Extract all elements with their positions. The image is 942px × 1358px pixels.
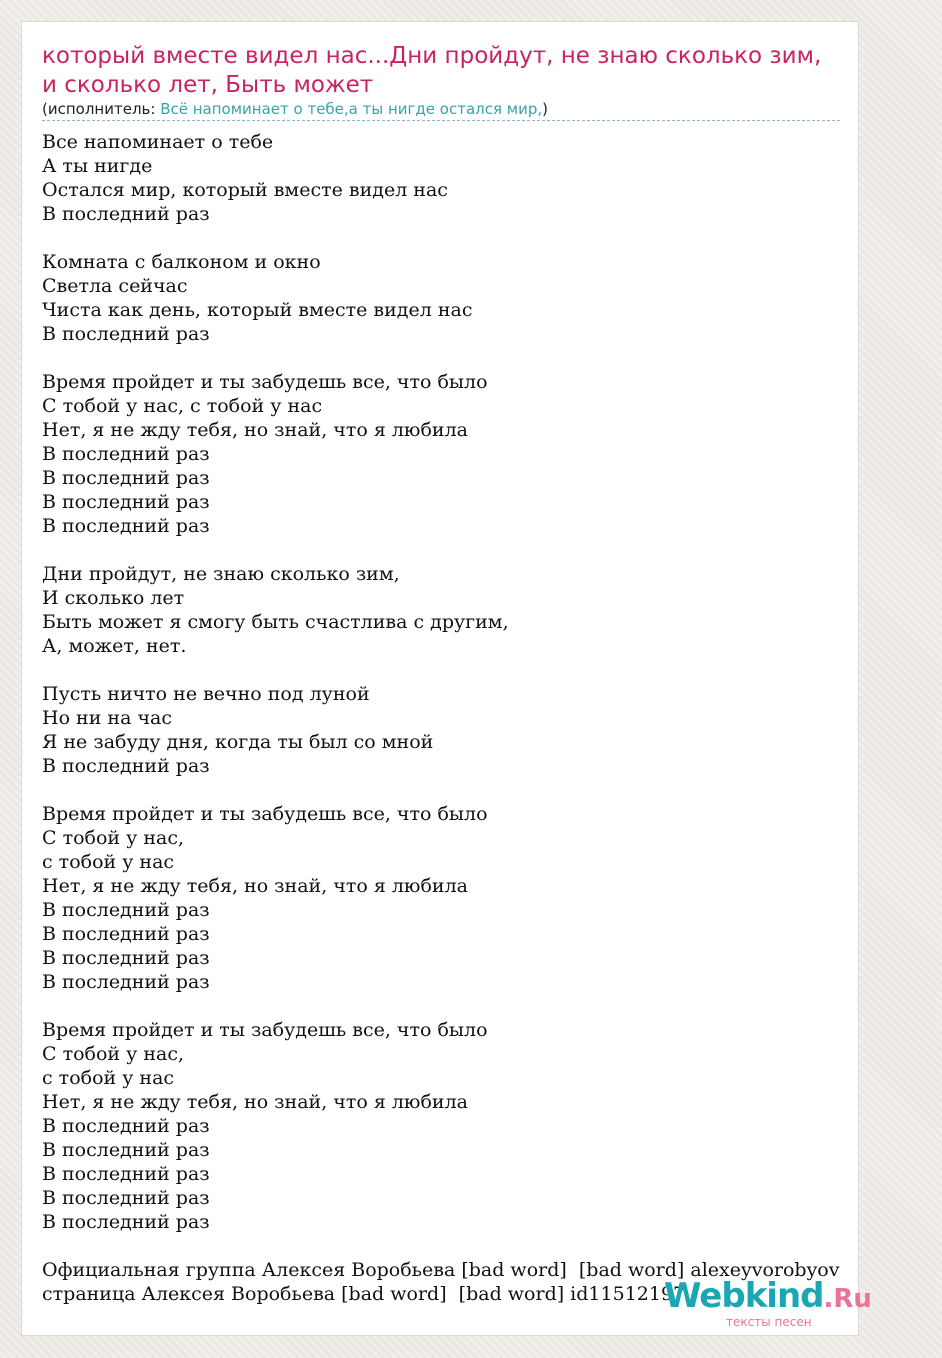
song-title: который вместе видел нас...Дни пройдут, не знаю сколько зим, и сколько лет, Быть может [42,43,822,98]
logo-brand: Webkind [664,1276,824,1316]
performer-line [42,100,840,121]
lyrics-text: Все напоминает о тебе А ты нигде Остался мир, который вместе видел нас В последний раз Комната с балконом и окно Светла сейчас Чиста как день, который вместе видел нас В последний раз Время пройдет и ты забудешь все, что было С тобой у нас, с тобой у нас Нет, я не жду тебя, но знай, что я любила В последний раз В последний раз В последний раз В последний раз Дни пройдут, не знаю сколько зим, И сколько лет Быть может я смогу быть счастлива с другим, А, может, нет. Пусть ничто не вечно под луной Но ни на час Я не забуду дня, когда ты был со мной В последний раз Время пройдет и ты забудешь все, что было С тобой у нас, с тобой у нас Нет, я не жду тебя, но знай, что я любила В последний раз В последний раз В последний раз В последний раз Время пройдет и ты забудешь все, что было С тобой у нас, с тобой у нас Нет, я не жду тебя, но знай, что я любила В последний раз В последний раз В последний раз В последний раз В последний раз Официальная группа Алексея Воробьева [bad word] [bad word] alexeyvorobyov страница Алексея Воробьева [bad word] [bad word] id11512197 [42,131,840,1305]
performer-prefix: (исполнитель: [42,100,161,118]
webkind-logo[interactable] [664,1276,872,1337]
performer-suffix: ) [542,100,548,118]
lyrics-card [21,21,872,1336]
performer-link[interactable]: Всё напоминает о тебе,а ты нигде остался мир, [160,100,543,118]
logo-tld: .Ru [823,1284,872,1314]
logo-wordmark [664,1277,872,1318]
logo-tagline: тексты песен [726,1315,812,1329]
